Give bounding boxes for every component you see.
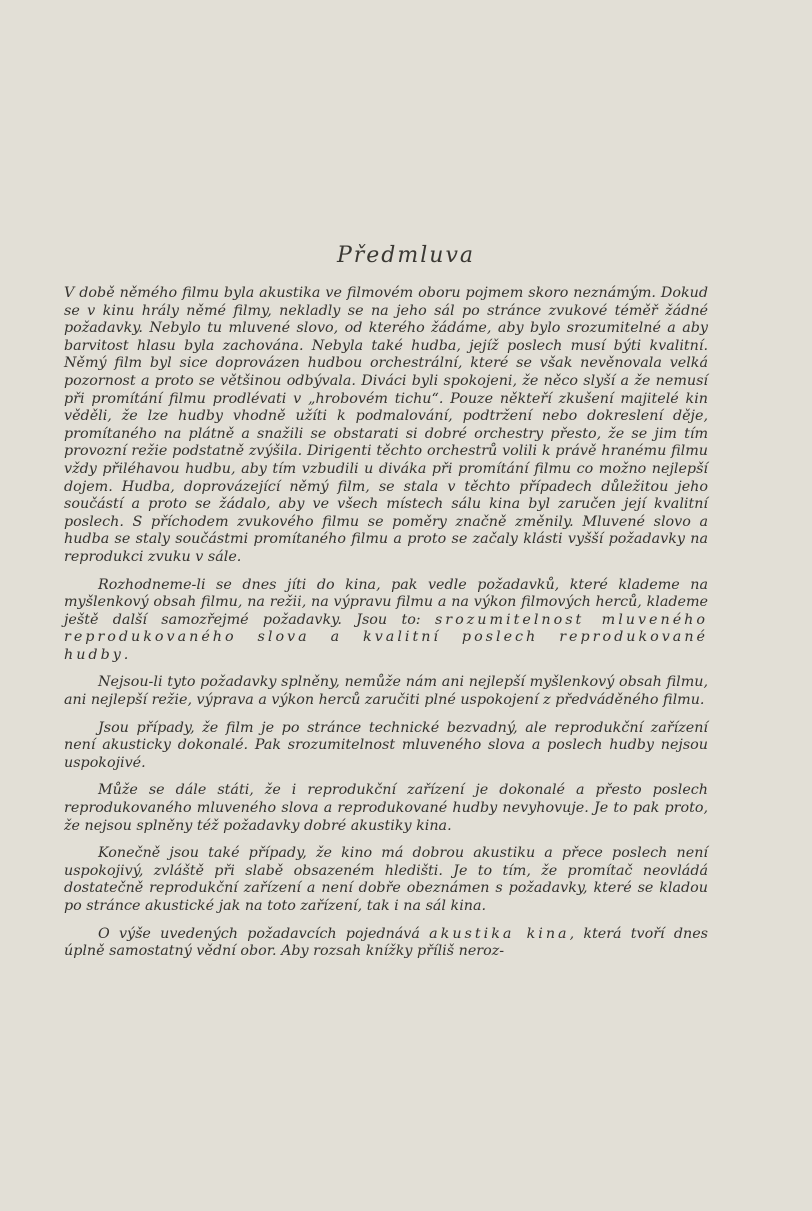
paragraph: Nejsou-li tyto požadavky splněny, nemůže nám ani nejlepší myšlenkový obsah filmu, ani nejlepší režie, výprava a výkon herců zaručiti plné uspokojení z předváděného filmu. [64,674,708,709]
paragraph [64,577,708,665]
paragraph-text: . [123,646,129,663]
emphasized-text: srozumitelnost mluveného reprodukovaného slova a kvalitní poslech reprodukované hudby [64,611,708,663]
paragraph: Může se dále státi, že i reprodukční zařízení je dokonalé a přesto poslech reprodukovaného mluveného slova a reprodukované hudby nevyhovuje. Je to pak proto, že nejsou splněny též požadavky dobré akustiky kina. [64,782,708,834]
paragraph-text: O výše uvedených požadavcích pojednává [98,925,430,942]
paragraph: Jsou případy, že film je po stránce technické bezvadný, ale reprodukční zařízení není akusticky dokonalé. Pak srozumitelnost mluveného slova a poslech hudby nejsou uspokojivé. [64,719,708,771]
paragraph-text: Rozhodneme-li se dnes jíti do kina, pak vedle požadavků, které klademe na myšlenkový obsah filmu, na režii, na výpravu filmu a na výkon filmových herců, klademe ještě další samozřejmé požadavky. Jsou to: [64,576,708,628]
paragraph-text: , která tvoří dnes úplně samostatný vědní obor. Aby rozsah knížky příliš neroz- [64,925,709,960]
page-title: Předmluva [336,243,476,268]
emphasized-text: akustika kina [429,925,570,942]
body-text [64,285,708,971]
paragraph [64,926,708,961]
paragraph: Konečně jsou také případy, že kino má dobrou akustiku a přece poslech není uspokojivý, zvláště při slabě obsazeném hledišti. Je to tím, že promítač neovládá dostatečně reprodukční zařízení a není dobře obeznámen s požadavky, které se kladou po stránce akustické jak na toto zařízení, tak i na sál kina. [64,845,708,914]
paragraph: V době němého filmu byla akustika ve filmovém oboru pojmem skoro neznámým. Dokud se v kinu hrály němé filmy, nekladly se na jeho sál po stránce zvukové téměř žádné požadavky. Nebylo tu mluvené slovo, od kterého žádáme, aby bylo srozumitelné a aby barvitost hlasu byla zachována. Nebyla také hudba, jejíž poslech musí býti kvalitní. Němý film byl sice doprovázen hudbou orchestrální, které se však nevěnovala velká pozornost a proto se většinou odbývala. Diváci byli spokojeni, že něco slyší a že nemusí při promítání filmu prodlévati v „hrobovém tichu“. Pouze někteří zkušení majitelé kin věděli, že lze hudby vhodně užíti k podmalování, podtržení nebo dokreslení děje, promítaného na plátně a snažili se obstarati si dobré orchestry přesto, že se jim tím provozní režie podstatně zvýšila. Dirigenti těchto orchestrů volili k právě hranému filmu vždy přiléhavou hudbu, aby tím vzbudili u diváka při promítání filmu co možno nejlepší dojem. Hudba, doprovázející němý film, se stala v těchto případech důležitou jeho součástí a proto se žádalo, aby ve všech místech sálu kina byl zaručen její kvalitní poslech. S příchodem zvukového filmu se poměry značně změnily. Mluvené slovo a hudba se staly součástmi promítaného filmu a proto se začaly klásti vyšší požadavky na reprodukci zvuku v sále. [64,285,708,565]
